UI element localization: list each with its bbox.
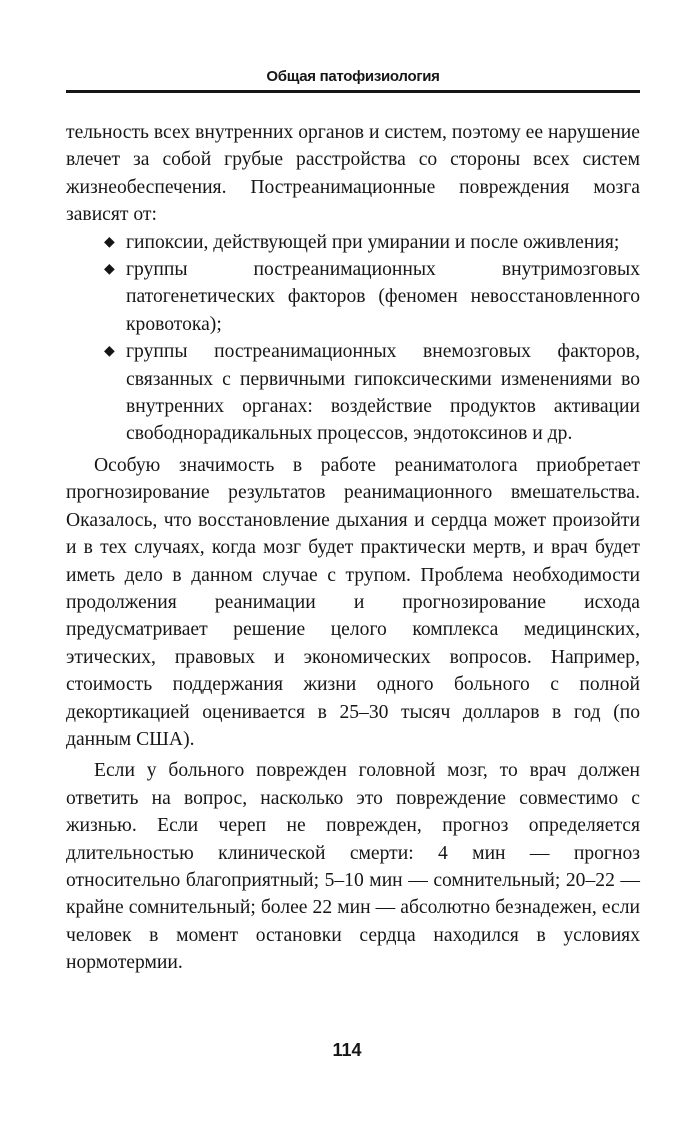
- bullet-item-3: [104, 338, 640, 448]
- paragraph-3: Если у больного поврежден головной мозг, то врач должен ответить на вопрос, насколько это повреждение совместимо с жизнью. Если череп не поврежден, прогноз определяется длительностью клинической смерти: 4 мин — прогноз относительно благоприятный; 5–10 мин — сомнительный; 20–22 — крайне сомнительный; более 22 мин — абсолютно безнадежен, если человек в момент остановки сердца находился в условиях нормотермии.: [66, 760, 640, 974]
- paragraph-2: Особую значимость в работе реаниматолога приобретает прогнозирование результатов реанимационного вмешательства. Оказалось, что восстановление дыхания и сердца может произойти и в тех случаях, когда мозг будет практически мертв, и врач будет иметь дело в данном случае с трупом. Проблема необходимости продолжения реанимации и прогнозирование исхода предусматривает решение целого комплекса медицинских, этических, правовых и экономических вопросов. Например, стоимость поддержания жизни одного больного с полной декортикацией оценивается в 25–30 тысяч долларов в год (по данным США).: [66, 454, 640, 750]
- bullet-item-text: гипоксии, действующей при умирании и после оживления;: [126, 231, 620, 253]
- diamond-bullet-icon: ◆: [104, 343, 115, 360]
- bullet-item-text: группы постреанимационных внемозговых факторов, связанных с первичными гипоксическими изменениями во внутренних органах: воздействие продуктов активации свободнорадикальных процессов, эндотоксинов и др.: [126, 341, 640, 445]
- diamond-bullet-icon: ◆: [104, 233, 115, 250]
- bullet-item-text: группы постреанимационных внутримозговых патогенетических факторов (феномен невосстановленного кровотока);: [126, 259, 640, 335]
- bullet-list: [66, 229, 640, 448]
- bullet-item-2: [104, 256, 640, 338]
- page-number: 114: [332, 1040, 362, 1060]
- paragraph-1: тельность всех внутренних органов и систем, поэтому ее нарушение влечет за собой грубые расстройства со стороны всех систем жизнеобеспечения. Постреанимационные повреждения мозга зависят от:: [66, 122, 640, 226]
- bullet-item-1: [104, 229, 640, 256]
- running-head-title: Общая патофизиология: [266, 68, 440, 85]
- diamond-bullet-icon: ◆: [104, 261, 115, 278]
- page-body: [66, 119, 640, 977]
- running-head: [66, 60, 640, 93]
